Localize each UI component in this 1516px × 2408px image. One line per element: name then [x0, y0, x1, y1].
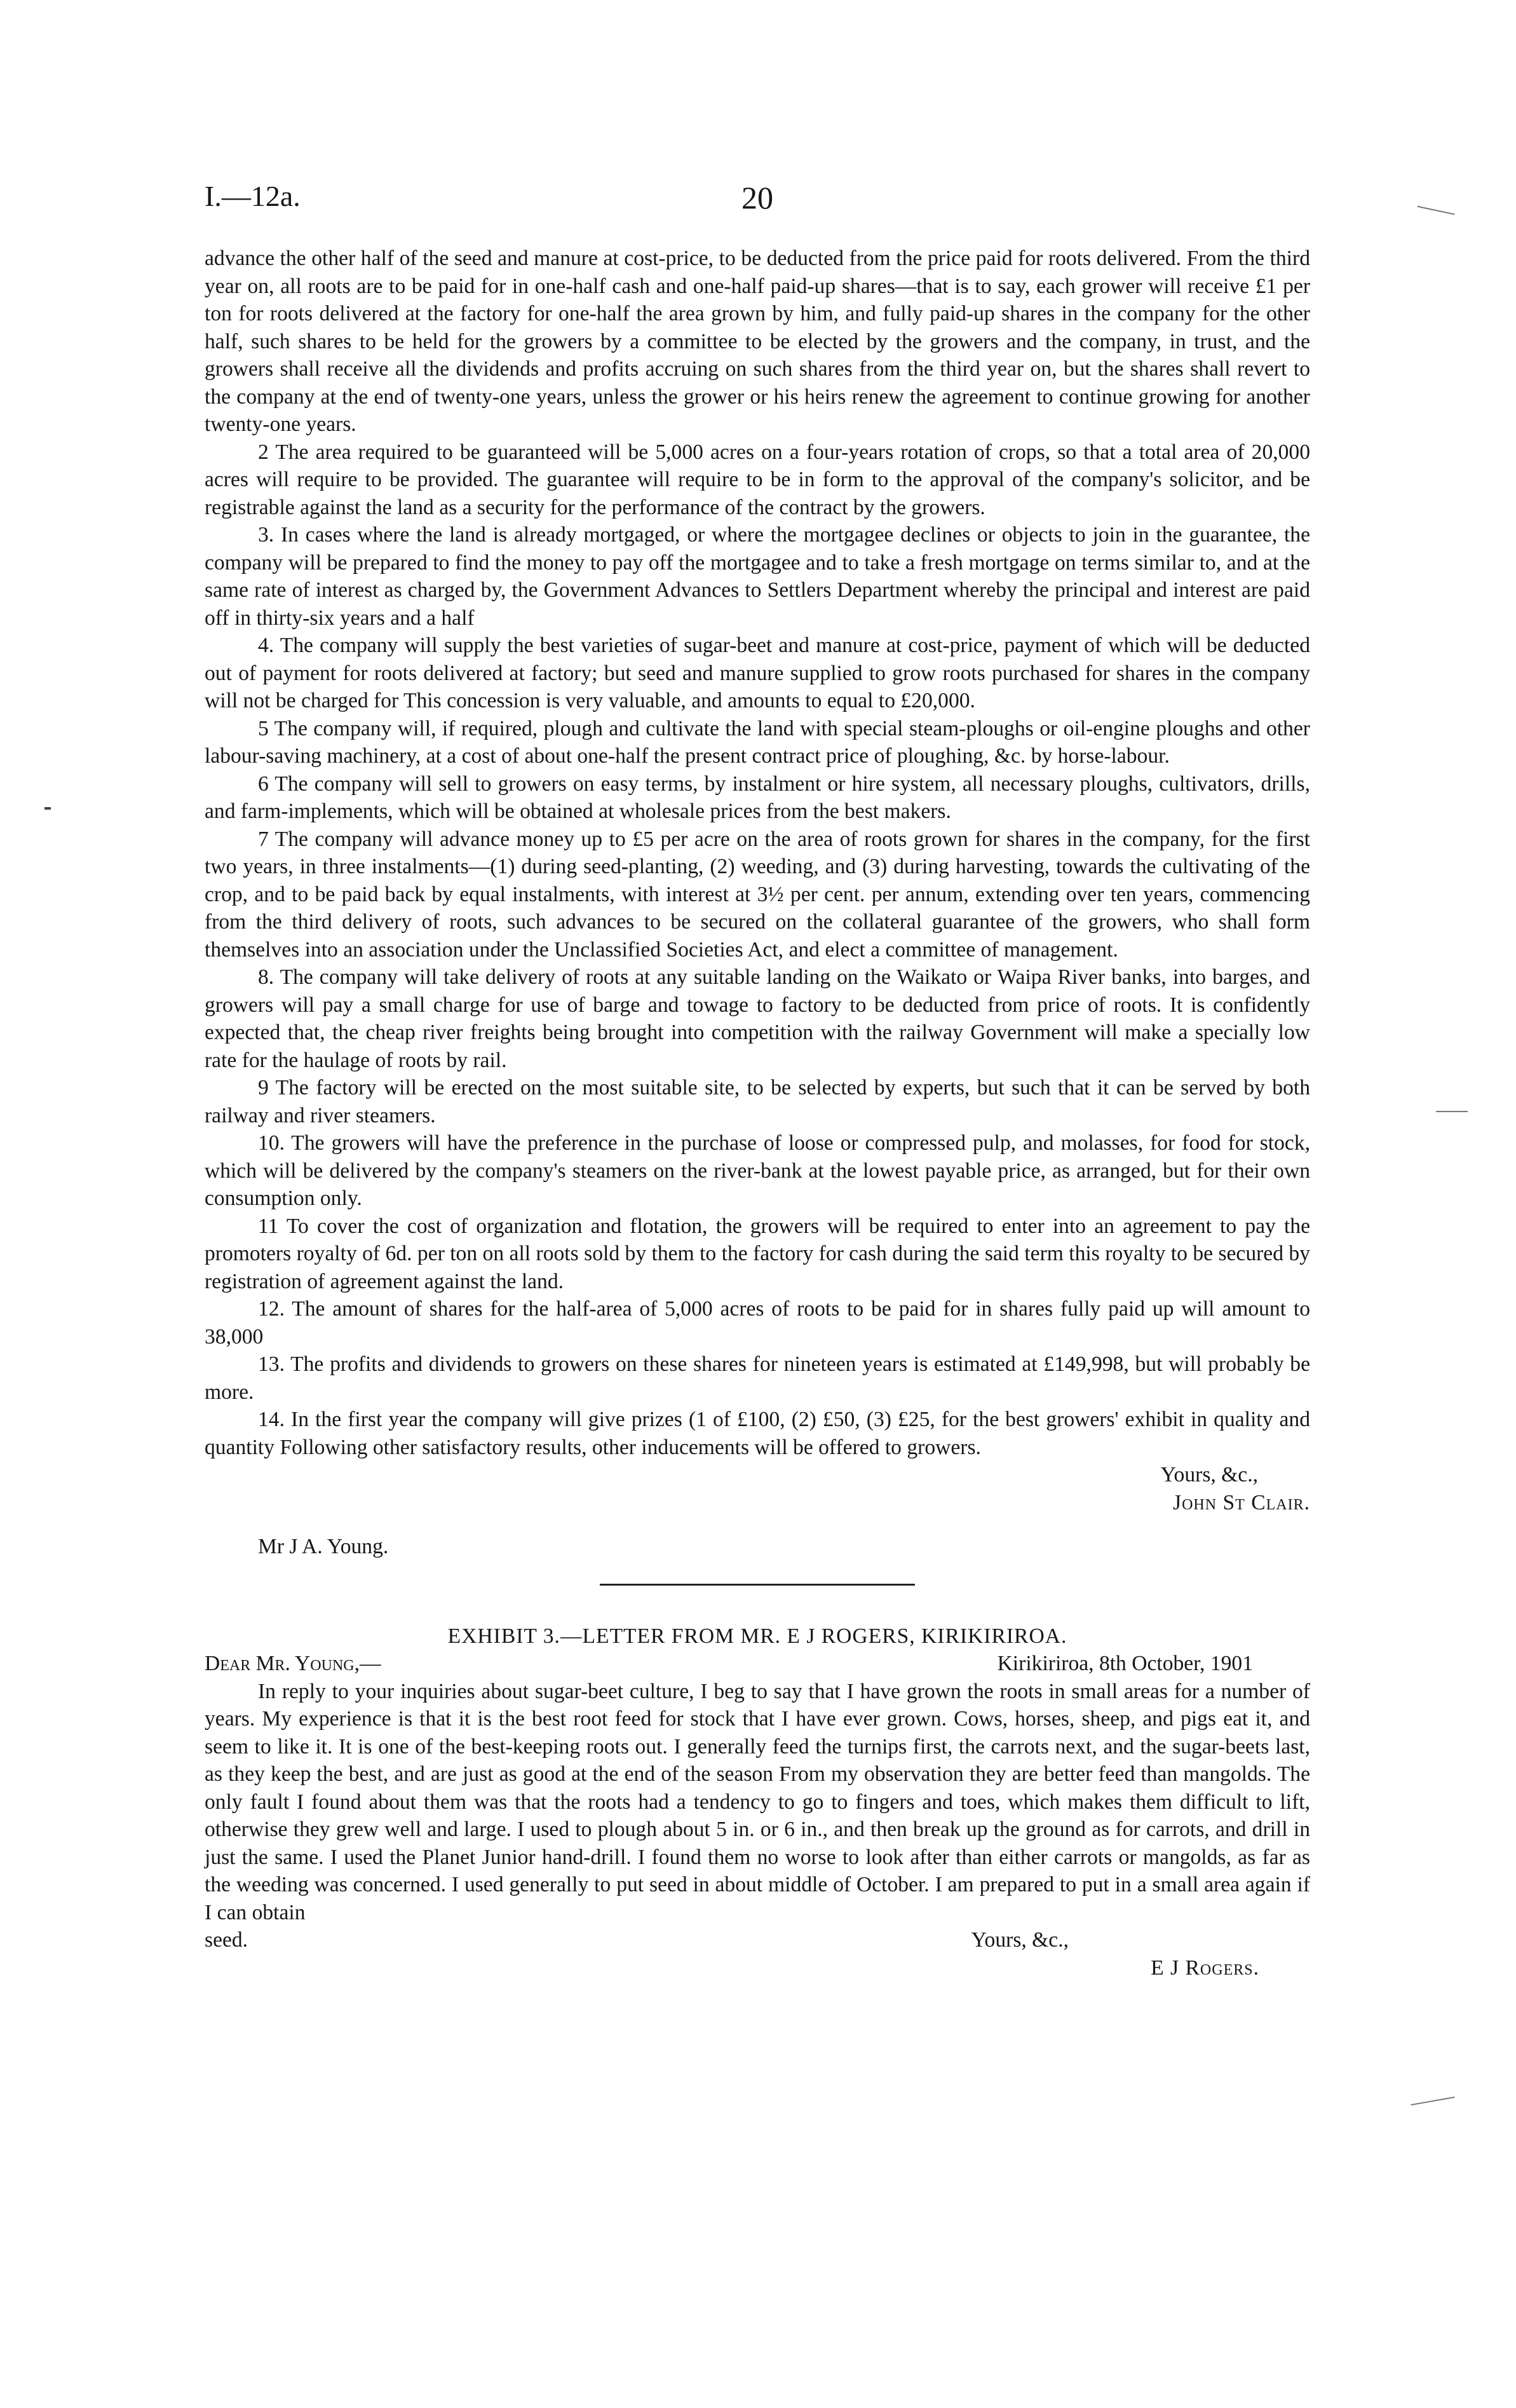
- clause-7: 7 The company will advance money up to £5 per acre on the area of roots grown for shares in the company, for the first two years, in three instalments—(1) during seed-planting, (2) weeding, and (3) during harvesting, towards the cultivating of the crop, and to be paid back by equal instalments, with interest at 3½ per cent. per annum, extending over ten years, commencing from the third delivery of roots, such advances to be secured on the collateral guarantee of the growers, who shall form themselves into an association under the Unclassified Societies Act, and elect a committee of management.: [205, 827, 1310, 962]
- page-number: 20: [741, 180, 773, 215]
- clause-5: 5 The company will, if required, plough and cultivate the land with special steam-ploughs or oil-engine ploughs and other labour-saving machinery, at a cost of about one-half the present contract price of ploughing, &c. by horse-labour.: [205, 716, 1310, 768]
- scan-mark: [1411, 2097, 1454, 2105]
- clause-14-text: 14. In the first year the company will give prizes (1 of £100, (2) £50, (3) £25, for the best growers' exhibit in quality and quantity Following other satisfactory results, other inducements will be offered to growers.: [205, 1408, 1310, 1459]
- exhibit-closing: Yours, &c.,: [971, 1928, 1069, 1952]
- exhibit-closing-row: [205, 1926, 1310, 1954]
- letter-continued: [205, 245, 1310, 1561]
- signature-st-clair: John St Clair.: [1173, 1490, 1310, 1514]
- signature-rogers: E J Rogers.: [1151, 1956, 1259, 1980]
- exhibit-title: EXHIBIT 3.—LETTER FROM MR. E J ROGERS, KIRIKIRIROA.: [447, 1624, 1067, 1648]
- clause-14: [205, 1406, 1310, 1461]
- clause-10: 10. The growers will have the preference in the purchase of loose or compressed pulp, and molasses, for food for stock, which will be delivered by the company's steamers on the river-bank at the lowest payable price, as arranged, but for their own consumption only.: [205, 1131, 1310, 1210]
- document-series-label: I.—12a.: [205, 180, 301, 212]
- section-divider: [600, 1584, 915, 1586]
- clause-11: 11 To cover the cost of organization and flotation, the growers will be required to enter into an agreement to pay the promoters royalty of 6d. per ton on all roots sold by them to the factory for cash during the said term this royalty to be secured by registration of agreement against the land.: [205, 1214, 1310, 1293]
- clause-9: 9 The factory will be erected on the most suitable site, to be selected by experts, but such that it can be served by both railway and river steamers.: [205, 1076, 1310, 1127]
- scan-mark: [44, 807, 51, 810]
- clause-12: 12. The amount of shares for the half-area of 5,000 acres of roots to be paid for in shares fully paid up will amount to 38,000: [205, 1297, 1310, 1349]
- exhibit-body: In reply to your inquiries about sugar-beet culture, I beg to say that I have grown the roots in small areas for a number of years. My experience is that it is the best root feed for stock that I have ever grown. Cows, horses, sheep, and pigs eat it, and seem to like it. It is one of the best-keeping roots out. I generally feed the turnips first, the carrots next, and the sugar-beets last, as they keep the best, and are just as good at the end of the season From my observation they are better feed than mangolds. The only fault I found about them was that the roots had a tendency to go to fingers and toes, which makes them difficult to lift, otherwise they grew well and large. I used to plough about 5 in. or 6 in., and then break up the ground as for carrots, and drill in just the same. I used the Planet Junior hand-drill. I found them no worse to look after than either carrots or mangolds, as far as the weeding was concerned. I used generally to put seed in about middle of October. I am prepared to put in a small area again if I can obtain: [205, 1679, 1310, 1924]
- clause-6: 6 The company will sell to growers on easy terms, by instalment or hire system, all necessary ploughs, cultivators, drills, and farm-implements, which will be obtained at wholesale prices from the best makers.: [205, 772, 1310, 823]
- addressee: Mr J A. Young.: [258, 1535, 389, 1558]
- closing-yours: Yours, &c.,: [1160, 1463, 1258, 1486]
- clause-4: 4. The company will supply the best varieties of sugar-beet and manure at cost-price, payment of which will be deducted out of payment for roots delivered at factory; but seed and manure supplied to grow roots purchased for shares in the company will not be charged for This concession is very valuable, and amounts to equal to £20,000.: [205, 634, 1310, 712]
- paragraph-continued: advance the other half of the seed and manure at cost-price, to be deducted from the price paid for roots delivered. From the third year on, all roots are to be paid for in one-half cash and one-half paid-up shares—that is to say, each grower will receive £1 per ton for roots delivered at the factory for one-half the area grown by him, and fully paid-up shares in the company for the other half, such shares to be held for the growers by a committee to be elected by the growers and the company, in trust, and the growers shall receive all the dividends and profits accruing on such shares from the third year on, but the shares shall revert to the company at the end of twenty-one years, unless the grower or his heirs renew the agreement to continue growing for another twenty-one years.: [205, 247, 1310, 436]
- page-header: [205, 179, 1310, 224]
- exhibit-3: [205, 1622, 1310, 1982]
- salutation-row: [205, 1650, 1310, 1678]
- clause-2: 2 The area required to be guaranteed will be 5,000 acres on a four-years rotation of crops, so that a total area of 20,000 acres will require to be provided. The guarantee will require to be in form to the approval of the company's solicitor, and be registrable against the land as a security for the performance of the contract by the growers.: [205, 440, 1310, 519]
- scan-mark: [1417, 206, 1454, 215]
- salutation: Dear Mr. Young,—: [205, 1652, 381, 1675]
- clause-13: 13. The profits and dividends to growers on these shares for nineteen years is estimated at £149,998, but will probably be more.: [205, 1352, 1310, 1404]
- scan-mark: [1436, 1111, 1468, 1112]
- place-date: Kirikiriroa, 8th October, 1901: [997, 1652, 1253, 1675]
- last-line: seed.: [205, 1928, 248, 1952]
- clause-3: 3. In cases where the land is already mortgaged, or where the mortgagee declines or objects to join in the guarantee, the company will be prepared to find the money to pay off the mortgagee and to take a fresh mortgage on terms similar to, and at the same rate of interest as charged by, the Government Advances to Settlers Department whereby the principal and interest are paid off in thirty-six years and a half: [205, 523, 1310, 630]
- document-body: [205, 245, 1310, 1982]
- clause-8: 8. The company will take delivery of roots at any suitable landing on the Waikato or Waipa River banks, into barges, and growers will pay a small charge for use of barge and towage to factory to be deducted from price of roots. It is confidently expected that, the cheap river freights being brought into competition with the railway Government will make a specially low rate for the haulage of roots by rail.: [205, 965, 1310, 1072]
